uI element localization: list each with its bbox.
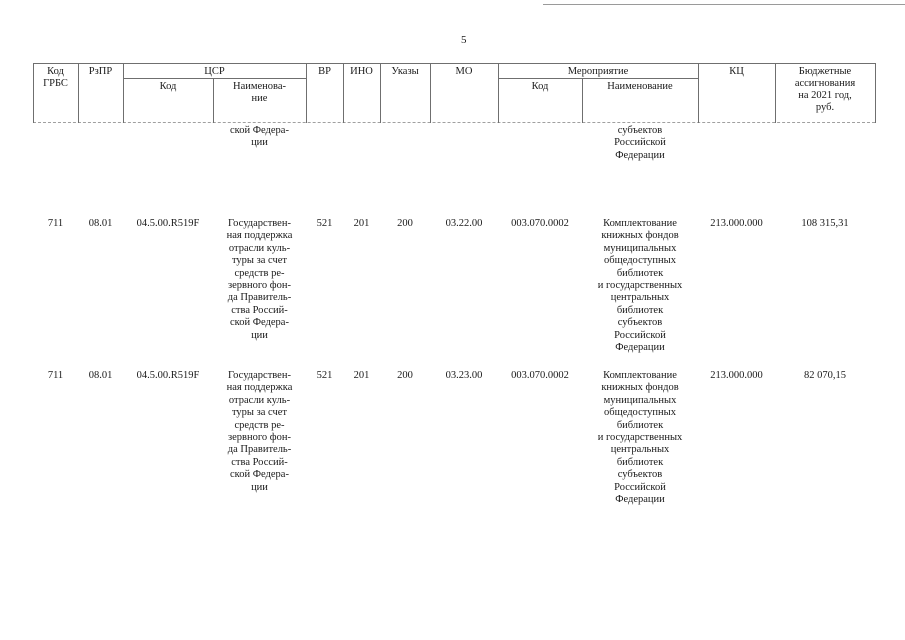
cell-mo: 03.23.00 — [445, 370, 483, 381]
header-meropriyatie: Мероприятие — [567, 66, 629, 77]
header-mer-kod: Код — [531, 81, 549, 92]
cell-csr-kod: 04.5.00.R519F — [136, 218, 200, 229]
cell-csr-kod: 04.5.00.R519F — [136, 370, 200, 381]
header-ukazy: Указы — [391, 66, 419, 77]
cell-mer-name: Комплектование книжных фондов муниципальных общедоступных библиотек и государственных центральных библиотек субъектов Российской Федерации — [597, 370, 683, 506]
header-top-rule — [33, 63, 875, 64]
header-csr-name: Наименова- ние — [232, 81, 286, 104]
cell-ukazy: 200 — [397, 370, 413, 381]
header-vr: ВР — [318, 66, 331, 77]
top-rule — [543, 4, 905, 5]
cell-ino: 201 — [353, 218, 370, 229]
cell-mer-name: Комплектование книжных фондов муниципальных общедоступных библиотек и государственных центральных библиотек субъектов Российской Федерации — [597, 218, 683, 354]
cell-vr: 521 — [316, 370, 333, 381]
header-mer-name: Наименование — [607, 81, 673, 92]
cell-csr-name: Государствен- ная поддержка отрасли куль- туры за счет средств ре- зервного фон- да Правитель- ства Россий- ской Федера- ции — [226, 218, 293, 341]
header-rzpr: РзПР — [88, 66, 113, 77]
page-number: 5 — [461, 34, 467, 46]
cell-kc: 213.000.000 — [710, 218, 763, 229]
cell-ukazy: 200 — [397, 218, 413, 229]
meropriyatie-subheader-rule — [498, 78, 698, 79]
continuation-mer-name: субъектов Российской Федерации — [614, 125, 666, 161]
header-csr-kod: Код — [159, 81, 177, 92]
header-csr: ЦСР — [204, 66, 225, 77]
header-bottom-rule — [33, 122, 875, 123]
cell-budget: 82 070,15 — [804, 370, 846, 381]
cell-ino: 201 — [353, 370, 370, 381]
cell-mo: 03.22.00 — [445, 218, 483, 229]
continuation-csr-name: ской Федера- ции — [230, 125, 289, 149]
cell-csr-name: Государствен- ная поддержка отрасли куль- туры за счет средств ре- зервного фон- да Правитель- ства Россий- ской Федера- ции — [226, 370, 293, 493]
header-mo: МО — [455, 66, 473, 77]
header-ino: ИНО — [350, 66, 373, 77]
cell-mer-kod: 003.070.0002 — [511, 370, 569, 381]
cell-kod-grbs: 711 — [47, 370, 64, 381]
cell-kc: 213.000.000 — [710, 370, 763, 381]
csr-subheader-rule — [123, 78, 306, 79]
cell-mer-kod: 003.070.0002 — [511, 218, 569, 229]
cell-rzpr: 08.01 — [88, 218, 113, 229]
header-kod-grbs: Код ГРБС — [43, 66, 68, 89]
grid-line — [875, 63, 876, 123]
cell-rzpr: 08.01 — [88, 370, 113, 381]
cell-vr: 521 — [316, 218, 333, 229]
header-kc: КЦ — [729, 66, 744, 77]
header-budget: Бюджетные ассигнования на 2021 год, руб. — [794, 66, 856, 113]
cell-budget: 108 315,31 — [801, 218, 849, 229]
cell-kod-grbs: 711 — [47, 218, 64, 229]
